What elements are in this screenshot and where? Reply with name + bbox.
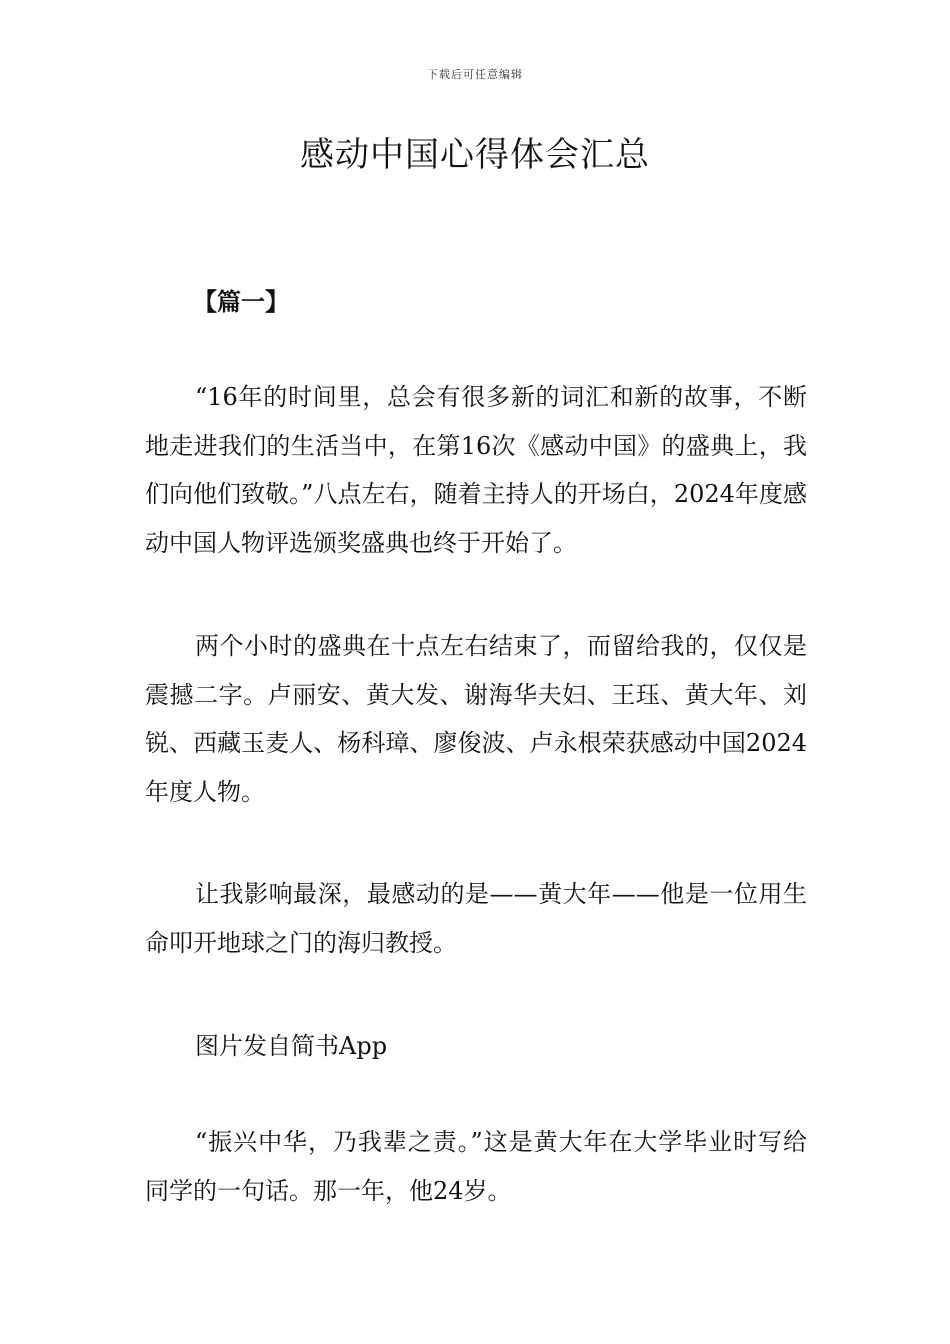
paragraph-1: “16年的时间里，总会有很多新的词汇和新的故事，不断地走进我们的生活当中，在第16次《感动中国》的盛典上，我们向他们致敬。”八点左右，随着主持人的开场白，2024年度感动中国人物评选颁奖盛典也终于开始了。: [145, 383, 807, 557]
paragraph-5: “振兴中华，乃我辈之责。”这是黄大年在大学毕业时写给同学的一句话。那一年，他24岁。: [145, 1128, 807, 1205]
document-title: 感动中国心得体会汇总: [300, 135, 650, 175]
paragraph-4: 图片发自简书App: [195, 1032, 388, 1060]
header-note: 下载后可任意编辑: [427, 68, 523, 81]
paragraph-2: 两个小时的盛典在十点左右结束了，而留给我的，仅仅是震撼二字。卢丽安、黄大发、谢海华夫妇、王珏、黄大年、刘锐、西藏玉麦人、杨科璋、廖俊波、卢永根荣获感动中国2024年度人物。: [145, 632, 807, 806]
paragraph-3: 让我影响最深，最感动的是——黄大年——他是一位用生命叩开地球之门的海归教授。: [145, 880, 807, 957]
section-label: 【篇一】: [193, 288, 289, 316]
